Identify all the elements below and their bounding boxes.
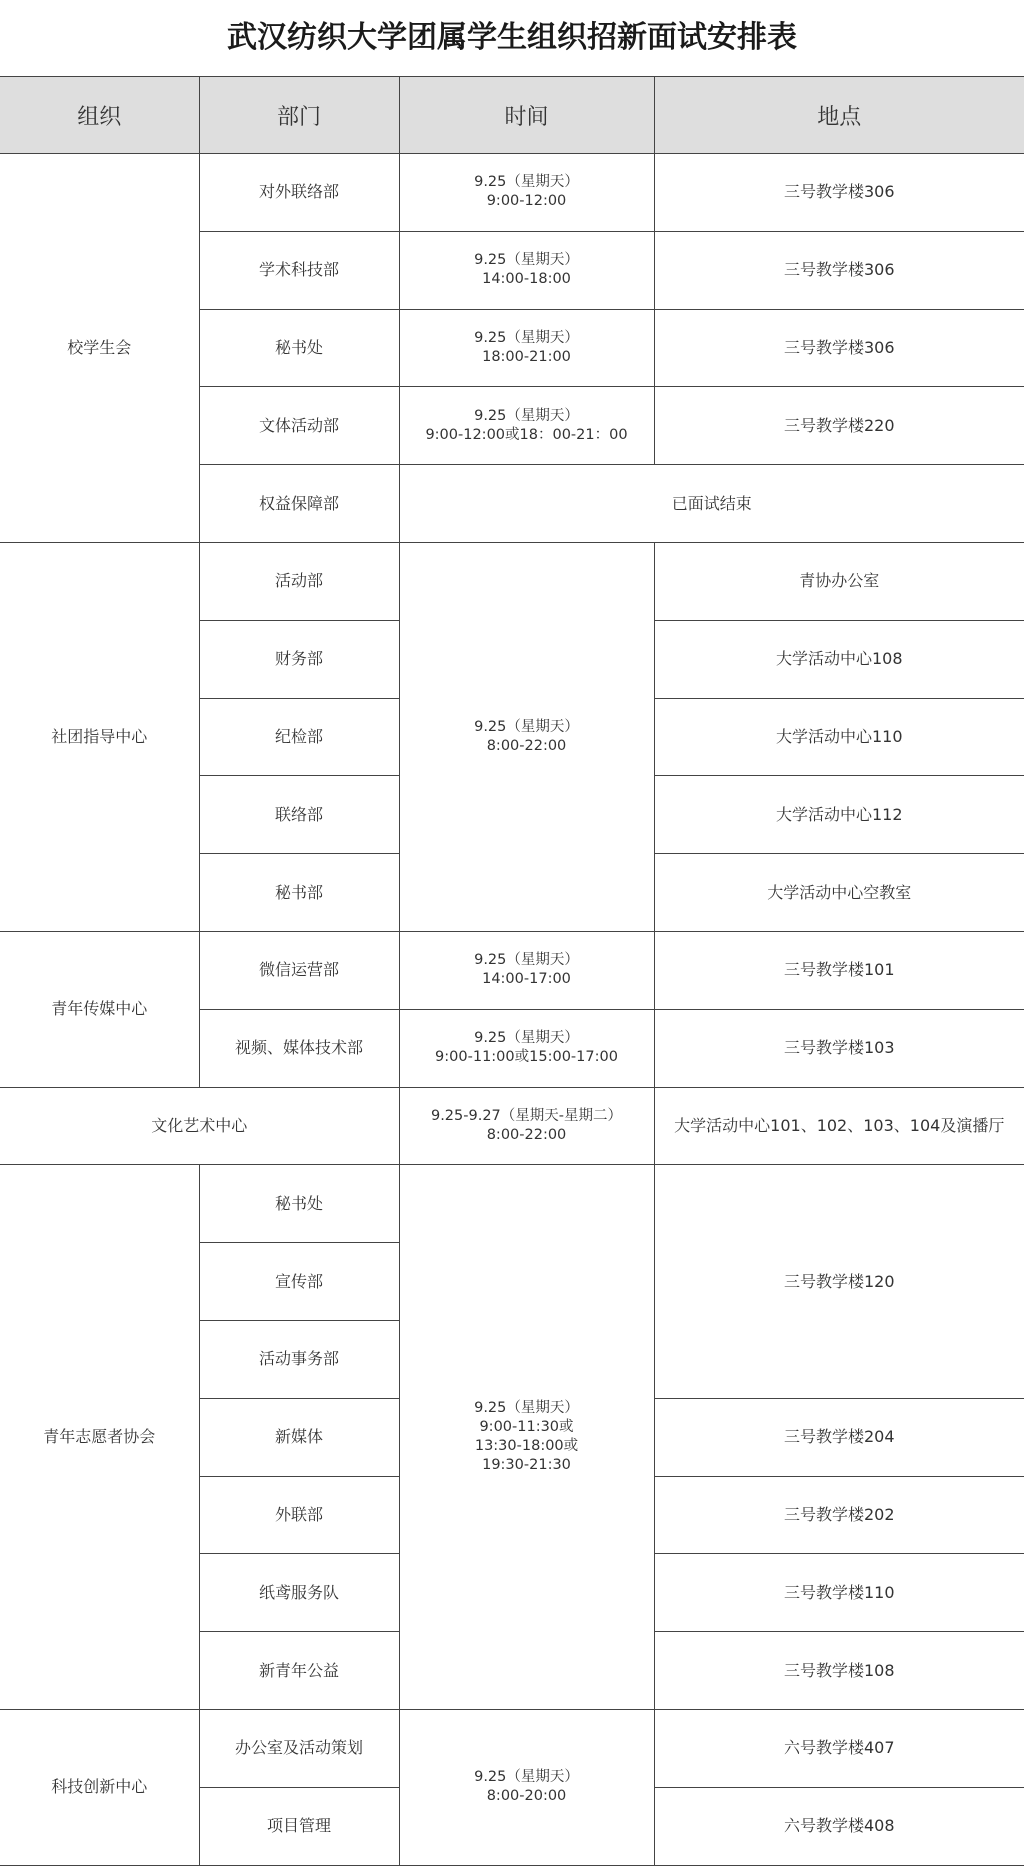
table-row: [0, 1165, 1024, 1243]
time-date: 9.25（星期天）: [474, 1030, 579, 1047]
dept-cell: 视频、媒体技术部: [199, 1009, 399, 1087]
time-cell: [399, 931, 654, 1009]
time-cell: [399, 154, 654, 232]
time-date: 9.25（星期天）: [474, 952, 579, 969]
time-cell: [399, 309, 654, 387]
time-range: 8:00-22:00: [486, 1126, 567, 1143]
time-range: 19:30-21:30: [482, 1457, 571, 1474]
dept-cell: 对外联络部: [199, 154, 399, 232]
time-date: 9.25（星期天）: [474, 407, 579, 424]
org-cell: 社团指导中心: [0, 542, 199, 931]
org-cell: 青年志愿者协会: [0, 1165, 199, 1710]
table-row: [0, 542, 1024, 620]
dept-cell: 秘书处: [199, 1165, 399, 1243]
dept-cell: 微信运营部: [199, 931, 399, 1009]
time-date: 9.25-9.27（星期天-星期二）: [430, 1107, 623, 1124]
place-cell: 大学活动中心110: [654, 698, 1024, 776]
dept-cell: 活动事务部: [199, 1320, 399, 1398]
dept-cell: 宣传部: [199, 1243, 399, 1321]
dept-cell: 新青年公益: [199, 1632, 399, 1710]
time-cell: [399, 387, 654, 465]
time-date: 9.25（星期天）: [474, 174, 579, 191]
dept-cell: 活动部: [199, 542, 399, 620]
time-range: 14:00-17:00: [482, 971, 571, 988]
time-range: 18:00-21:00: [482, 348, 571, 365]
time-cell: [399, 1009, 654, 1087]
place-cell: 大学活动中心101、102、103、104及演播厅: [654, 1087, 1024, 1165]
place-cell: 大学活动中心108: [654, 620, 1024, 698]
place-cell: 六号教学楼408: [654, 1787, 1024, 1865]
place-cell: 大学活动中心112: [654, 776, 1024, 854]
table-row: [0, 1087, 1024, 1165]
table-row: [0, 154, 1024, 232]
page-title: 武汉纺织大学团属学生组织招新面试安排表: [227, 20, 797, 55]
table-row: [0, 1709, 1024, 1787]
dept-cell: 项目管理: [199, 1787, 399, 1865]
dept-cell: 权益保障部: [199, 465, 399, 543]
place-cell: 三号教学楼120: [654, 1165, 1024, 1398]
time-range: 9:00-12:00: [486, 193, 567, 210]
place-cell: 大学活动中心空教室: [654, 854, 1024, 932]
place-cell: 三号教学楼306: [654, 309, 1024, 387]
place-cell: 三号教学楼101: [654, 931, 1024, 1009]
time-date: 9.25（星期天）: [474, 718, 579, 735]
time-date: 9.25（星期天）: [474, 1769, 579, 1786]
time-range: 9:00-12:00或18：00-21：00: [425, 426, 628, 443]
dept-cell: 新媒体: [199, 1398, 399, 1476]
time-range: 9:00-11:00或15:00-17:00: [435, 1049, 618, 1066]
place-cell: 三号教学楼306: [654, 231, 1024, 309]
dept-cell: 外联部: [199, 1476, 399, 1554]
place-cell: 六号教学楼407: [654, 1709, 1024, 1787]
time-cell: [399, 1087, 654, 1165]
place-cell: 三号教学楼306: [654, 154, 1024, 232]
org-cell: 文化艺术中心: [0, 1087, 399, 1165]
dept-cell: 秘书部: [199, 854, 399, 932]
time-range: 13:30-18:00或: [474, 1438, 579, 1455]
time-range: 9:00-11:30或: [479, 1419, 574, 1436]
time-cell: [399, 1165, 654, 1710]
place-cell: 三号教学楼103: [654, 1009, 1024, 1087]
org-cell: 科技创新中心: [0, 1709, 199, 1865]
dept-cell: 纸鸢服务队: [199, 1554, 399, 1632]
time-date: 9.25（星期天）: [474, 1400, 579, 1417]
place-cell: 三号教学楼108: [654, 1632, 1024, 1710]
place-cell: 三号教学楼204: [654, 1398, 1024, 1476]
header-time: 时间: [399, 77, 654, 154]
time-range: 8:00-22:00: [486, 737, 567, 754]
place-cell: 青协办公室: [654, 542, 1024, 620]
table-header-row: [0, 77, 1024, 154]
dept-cell: 学术科技部: [199, 231, 399, 309]
dept-cell: 办公室及活动策划: [199, 1709, 399, 1787]
time-date: 9.25（星期天）: [474, 252, 579, 269]
org-cell: 青年传媒中心: [0, 931, 199, 1087]
place-cell: 三号教学楼110: [654, 1554, 1024, 1632]
status-cell: 已面试结束: [399, 465, 1024, 543]
dept-cell: 财务部: [199, 620, 399, 698]
time-cell: [399, 231, 654, 309]
time-range: 14:00-18:00: [482, 271, 571, 288]
interview-schedule-table: [0, 76, 1024, 1866]
place-cell: 三号教学楼202: [654, 1476, 1024, 1554]
dept-cell: 联络部: [199, 776, 399, 854]
header-place: 地点: [654, 77, 1024, 154]
table-row: [0, 931, 1024, 1009]
dept-cell: 秘书处: [199, 309, 399, 387]
header-dept: 部门: [199, 77, 399, 154]
dept-cell: 文体活动部: [199, 387, 399, 465]
time-range: 8:00-20:00: [486, 1788, 567, 1805]
time-cell: [399, 1709, 654, 1865]
time-cell: [399, 542, 654, 931]
place-cell: 三号教学楼220: [654, 387, 1024, 465]
dept-cell: 纪检部: [199, 698, 399, 776]
time-date: 9.25（星期天）: [474, 329, 579, 346]
header-org: 组织: [0, 77, 199, 154]
org-cell: 校学生会: [0, 154, 199, 543]
